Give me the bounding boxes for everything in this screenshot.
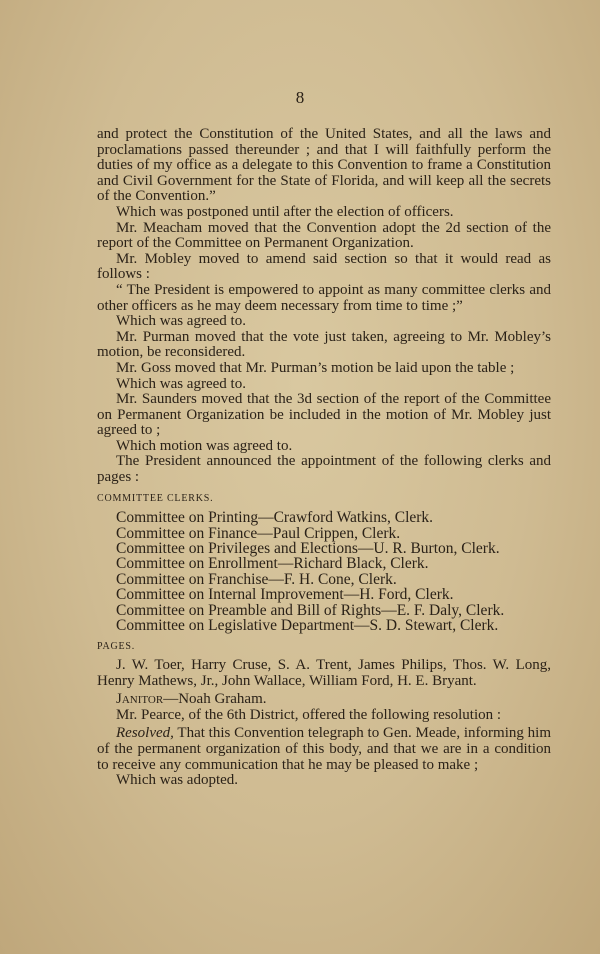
janitor-name: —Noah Graham. — [163, 691, 267, 708]
list-item: Committee on Printing—Crawford Watkins, Clerk. — [116, 509, 434, 527]
resolved-word: Resolved, — [116, 725, 174, 742]
paragraph-adopted: Which was adopted. — [116, 772, 239, 789]
pages-heading: PAGES. — [97, 640, 136, 652]
body-text — [97, 127, 551, 789]
resolution-text: That this Convention telegraph to Gen. Meade, informing him of the permanent organization of this body, and that we are in a condition to receive any communication that he may be pleased to make ; — [97, 725, 551, 773]
janitor-label: Janitor — [116, 691, 164, 708]
list-item: Committee on Legislative Department—S. D. Stewart, Clerk. — [116, 617, 499, 635]
paragraph-meacham-motion: Mr. Meacham moved that the Convention adopt the 2d section of the report of the Committee on Permanent Organization. — [97, 219, 551, 252]
paragraph-amendment-quote: “ The President is empowered to appoint as many committee clerks and other officers as he may deem necessary from time to time ;” — [97, 281, 551, 314]
paragraph-postponed: Which was postponed until after the election of officers. — [116, 203, 454, 220]
paragraph-pearce-motion: Mr. Pearce, of the 6th District, offered the following resolution : — [116, 706, 502, 723]
paragraph-motion-agreed: Which motion was agreed to. — [116, 437, 293, 454]
janitor-line — [97, 692, 551, 708]
committee-clerks-heading: COMMITTEE CLERKS. — [97, 492, 214, 504]
list-item: Committee on Enrollment—Richard Black, Clerk. — [116, 555, 429, 573]
paragraph-resolution — [97, 726, 551, 773]
list-item: Committee on Franchise—F. H. Cone, Clerk. — [116, 570, 397, 588]
paragraph-agreed-2: Which was agreed to. — [116, 375, 246, 392]
paragraph-saunders-motion: Mr. Saunders moved that the 3d section of the report of the Committee on Permanent Organization be included in the motion of Mr. Mobley just agreed to ; — [97, 391, 551, 439]
paragraph-purman-motion: Mr. Purman moved that the vote just taken, agreeing to Mr. Mobley’s motion, be reconsidered. — [97, 328, 551, 361]
pages-list: J. W. Toer, Harry Cruse, S. A. Trent, James Philips, Thos. W. Long, Henry Mathews, Jr., John Wallace, William Ford, H. E. Bryant. — [97, 657, 551, 689]
paragraph-president-announcement: The President announced the appointment of the following clerks and pages : — [97, 453, 551, 486]
list-item: Committee on Finance—Paul Crippen, Clerk. — [116, 524, 401, 542]
list-item: Committee on Internal Improvement—H. Ford, Clerk. — [116, 586, 454, 604]
paragraph-oath-end: and protect the Constitution of the United States, and all the laws and proclamations passed thereunder ; and that I will faithfully perform the duties of my office as a delegate to this Convention to frame a Constitution and Civil Government for the State of Florida, and will keep all the secrets of the Convention.” — [97, 126, 551, 205]
page-number: 8 — [295, 88, 305, 107]
paragraph-goss-motion: Mr. Goss moved that Mr. Purman’s motion be laid upon the table ; — [116, 359, 515, 376]
list-item: Committee on Privileges and Elections—U. R. Burton, Clerk. — [116, 540, 500, 558]
paragraph-agreed: Which was agreed to. — [116, 313, 246, 330]
paragraph-mobley-motion: Mr. Mobley moved to amend said section so that it would read as follows : — [97, 250, 551, 283]
list-item: Committee on Preamble and Bill of Rights—E. F. Daly, Clerk. — [116, 601, 505, 619]
